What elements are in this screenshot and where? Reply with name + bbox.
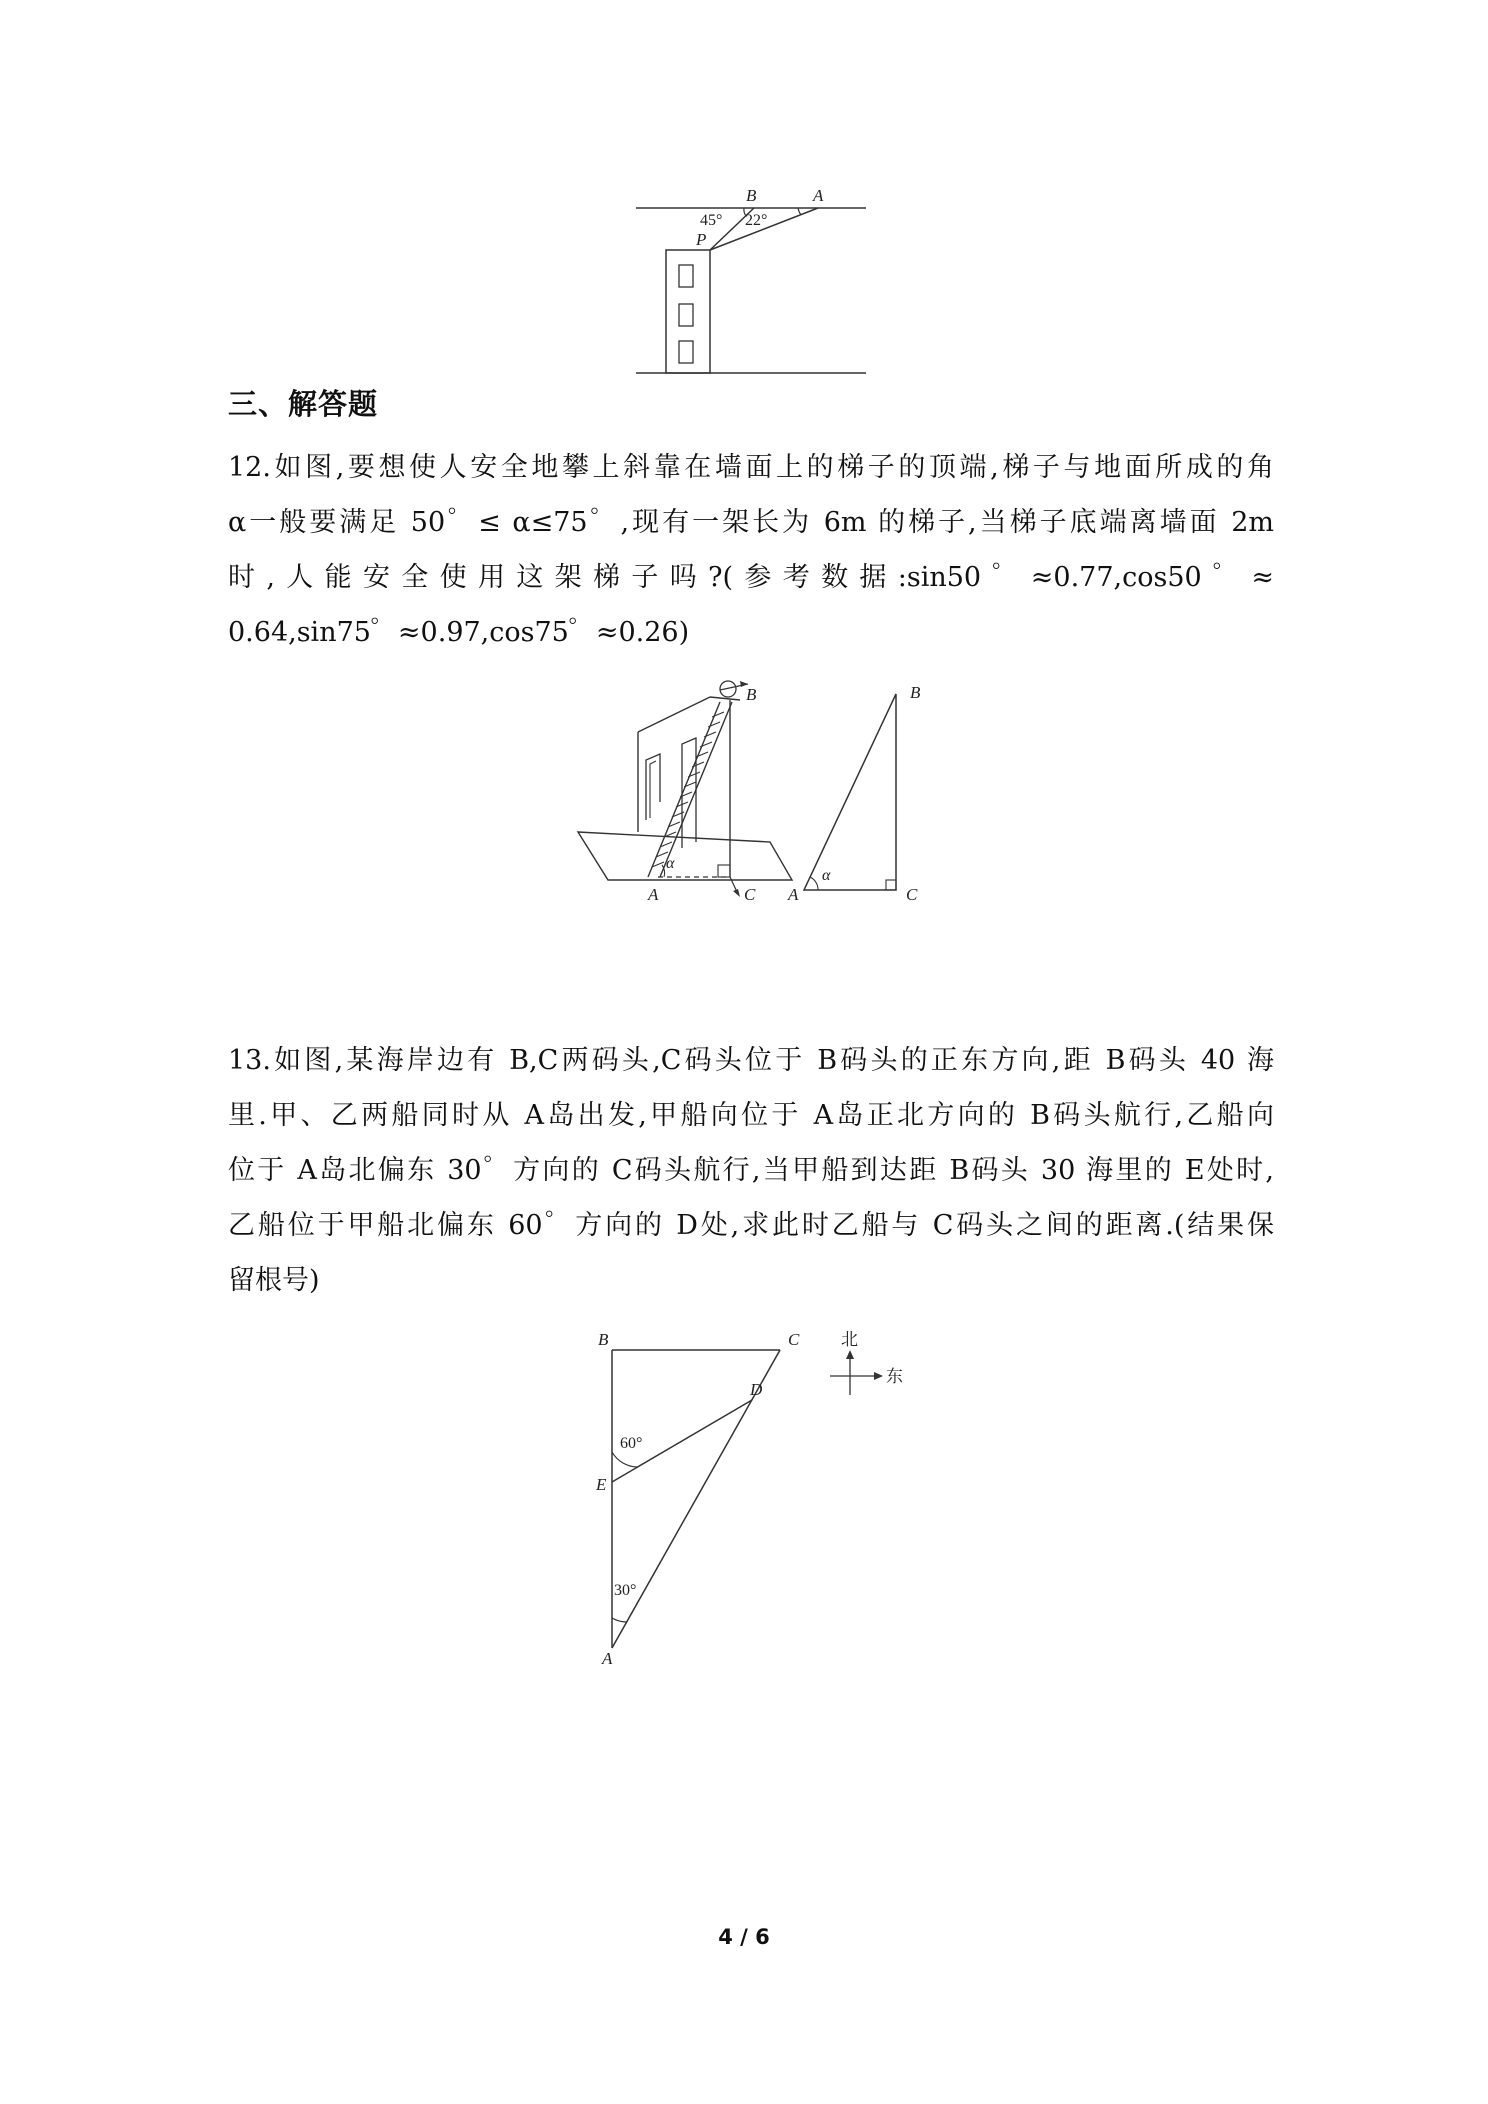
fig11-angle-22: 22° <box>745 212 768 229</box>
fig12-right-label-a: A <box>788 885 799 904</box>
fig13-label-d: D <box>750 1380 763 1399</box>
fig13-angle-30: 30° <box>614 1582 637 1599</box>
fig13-label-b: B <box>598 1330 609 1349</box>
fig12-left-label-a: A <box>648 885 659 904</box>
compass-east-label: 东 <box>886 1367 903 1387</box>
fig13-label-a: A <box>602 1649 613 1668</box>
fig12-right-label-b: B <box>910 683 921 702</box>
fig13-label-c: C <box>788 1330 800 1349</box>
fig11-label-p: P <box>696 230 707 249</box>
figure-13 <box>588 1330 918 1670</box>
problem-13-line: 13.如图,某海岸边有 B,C两码头,C码头位于 B码头的正东方向,距 B码头 40 海 <box>228 1045 1274 1076</box>
fig13-angle-60: 60° <box>620 1435 643 1452</box>
fig12-left-label-alpha: α <box>666 855 675 872</box>
compass-north-label: 北 <box>841 1330 858 1350</box>
fig12-right-label-c: C <box>906 885 918 904</box>
problem-12-line: 0.64,sin75゜≈0.97,cos75゜≈0.26) <box>228 617 690 648</box>
problem-12-text <box>228 440 1274 660</box>
figure-12 <box>570 672 950 912</box>
problem-13-line: 里.甲、乙两船同时从 A岛出发,甲船向位于 A岛正北方向的 B码头航行,乙船向 <box>228 1100 1274 1131</box>
fig11-angle-45: 45° <box>700 212 723 229</box>
fig11-label-a: A <box>813 186 824 205</box>
section-heading: 三、解答题 <box>228 387 379 421</box>
fig12-right-label-alpha: α <box>822 867 831 884</box>
problem-12-line: α一般要满足 50゜≤ α≤75゜,现有一架长为 6m 的梯子,当梯子底端离墙面 2m <box>228 507 1274 538</box>
fig11-label-b: B <box>746 186 757 205</box>
figure-11 <box>630 180 870 380</box>
fig13-label-e: E <box>596 1475 607 1494</box>
problem-12-line: 时,人能安全使用这架梯子吗?(参考数据:sin50゜≈0.77,cos50゜≈ <box>228 562 1274 593</box>
problem-12-line: 12.如图,要想使人安全地攀上斜靠在墙面上的梯子的顶端,梯子与地面所成的角 <box>228 452 1274 483</box>
problem-13-line: 乙船位于甲船北偏东 60゜方向的 D处,求此时乙船与 C码头之间的距离.(结果保 <box>228 1210 1274 1241</box>
fig12-left-label-c: C <box>744 885 756 904</box>
problem-13-line: 留根号) <box>228 1265 320 1296</box>
problem-13-line: 位于 A岛北偏东 30゜方向的 C码头航行,当甲船到达距 B码头 30 海里的 E处时, <box>228 1155 1274 1186</box>
fig12-left-label-b: B <box>746 685 757 704</box>
problem-13-text <box>228 1033 1274 1308</box>
page-number: 4 / 6 <box>718 1925 770 1949</box>
